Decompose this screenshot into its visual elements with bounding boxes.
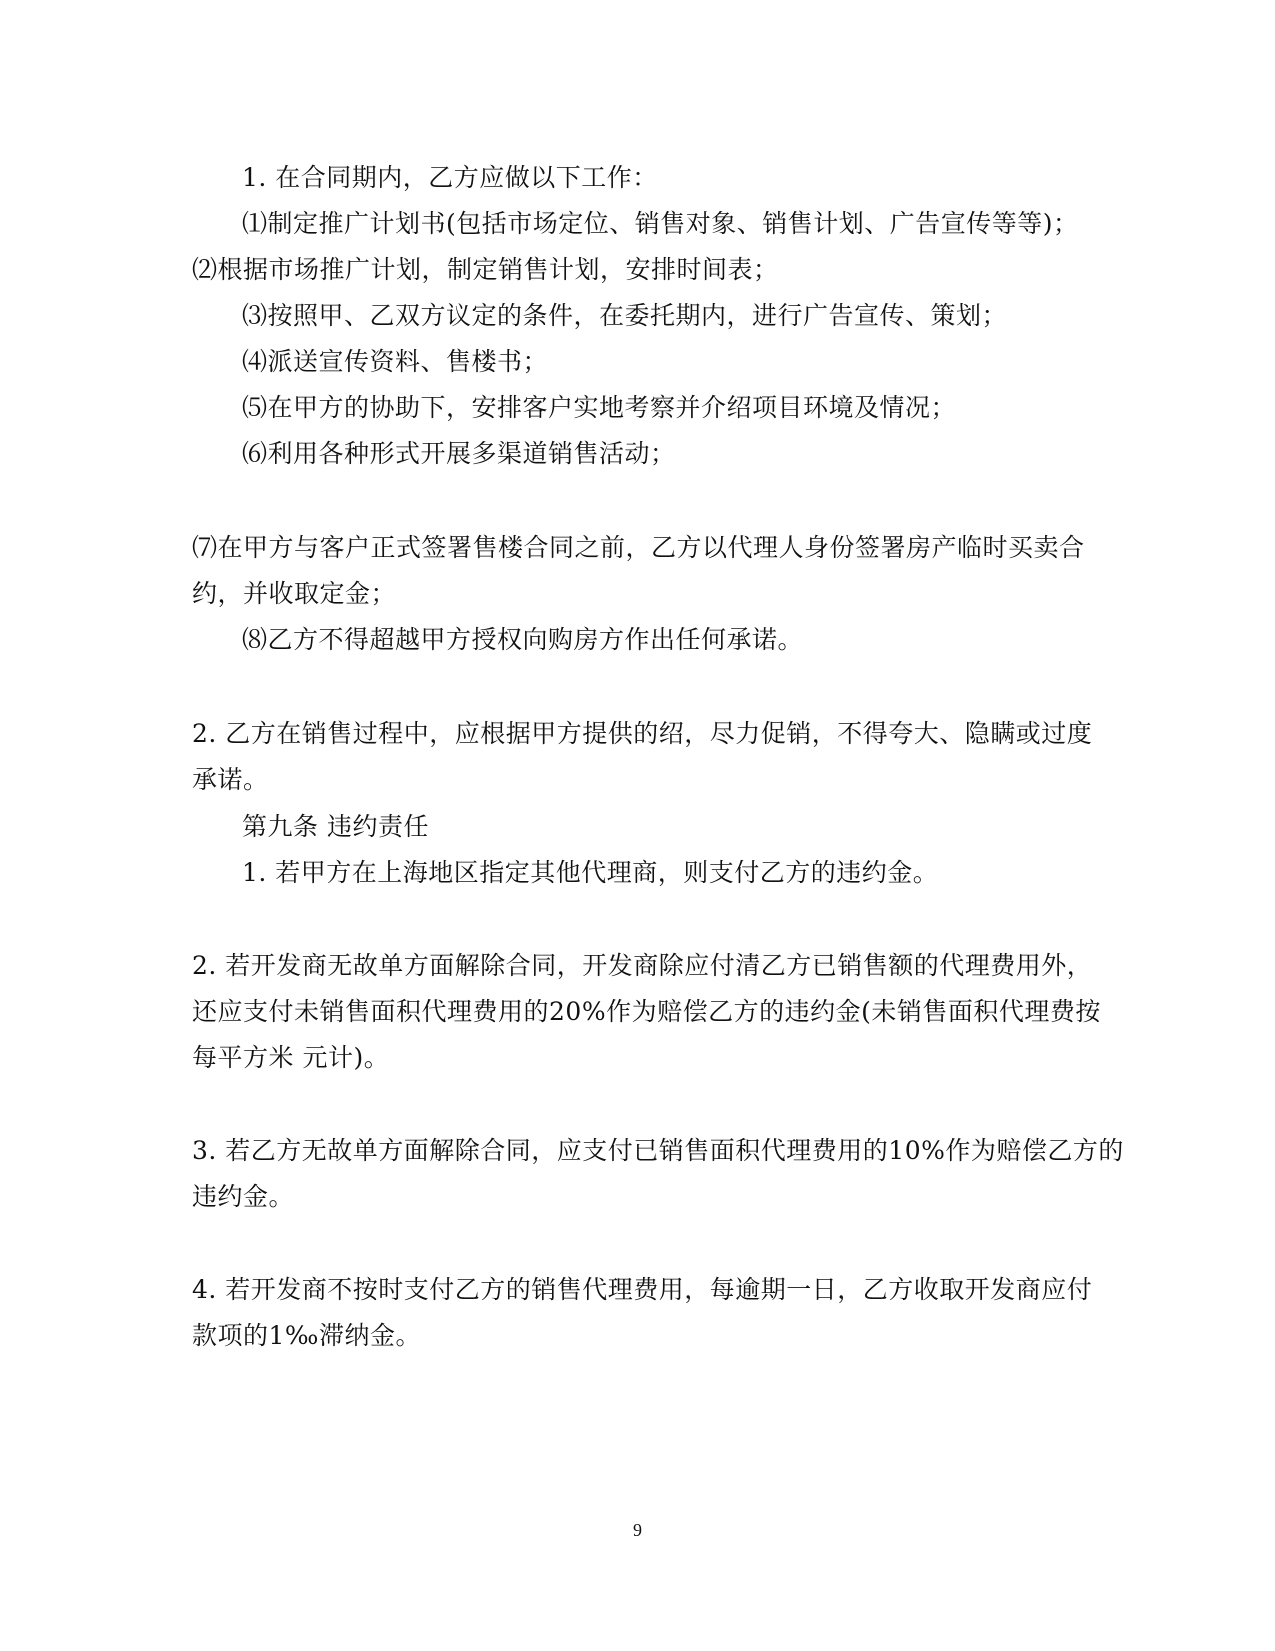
text-line: 款项的1‰滞纳金。: [192, 1321, 421, 1350]
text-line: 每平方米 元计)。: [192, 1043, 390, 1072]
text-line: ⑸在甲方的协助下，安排客户实地考察并介绍项目环境及情况；: [242, 393, 957, 422]
text-line: 承诺。: [192, 765, 269, 794]
text-line: 1. 在合同期内，乙方应做以下工作：: [242, 163, 658, 192]
text-line: ⑶按照甲、乙双方议定的条件，在委托期内，进行广告宣传、策划；: [242, 301, 1008, 330]
text-line: ⑹利用各种形式开展多渠道销售活动；: [242, 439, 676, 468]
text-line: 约，并收取定金；: [192, 579, 397, 608]
page-number: 9: [633, 1520, 642, 1540]
section-heading: 第九条 违约责任: [242, 812, 429, 841]
text-line: 还应支付未销售面积代理费用的20%作为赔偿乙方的违约金(未销售面积代理费按: [192, 997, 1101, 1026]
text-line: 3. 若乙方无故单方面解除合同，应支付已销售面积代理费用的10%作为赔偿乙方的: [192, 1136, 1124, 1165]
text-line: ⑺在甲方与客户正式签署售楼合同之前，乙方以代理人身份签署房产临时买卖合: [192, 533, 1085, 562]
text-line: 4. 若开发商不按时支付乙方的销售代理费用，每逾期一日，乙方收取开发商应付: [192, 1275, 1093, 1304]
text-line: ⑵根据市场推广计划，制定销售计划，安排时间表；: [192, 255, 779, 284]
text-line: ⑴制定推广计划书(包括市场定位、销售对象、销售计划、广告宣传等等)；: [242, 209, 1079, 238]
text-line: 违约金。: [192, 1182, 295, 1211]
text-line: 2. 乙方在销售过程中，应根据甲方提供的绍，尽力促销，不得夸大、隐瞒或过度: [192, 719, 1093, 748]
text-line: 2. 若开发商无故单方面解除合同，开发商除应付清乙方已销售额的代理费用外，: [192, 951, 1093, 980]
text-line: 1. 若甲方在上海地区指定其他代理商，则支付乙方的违约金。: [242, 858, 939, 887]
text-line: ⑷派送宣传资料、售楼书；: [242, 347, 549, 376]
text-line: ⑻乙方不得超越甲方授权向购房方作出任何承诺。: [242, 625, 804, 654]
